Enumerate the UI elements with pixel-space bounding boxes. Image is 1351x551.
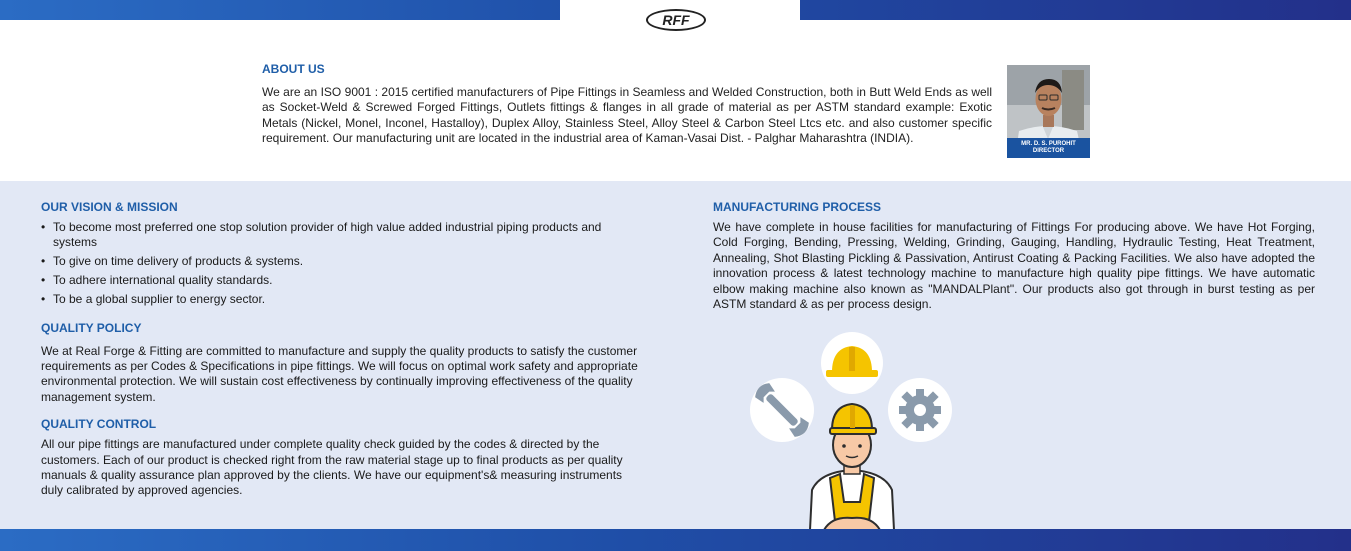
hard-hat-icon [821, 332, 883, 394]
quality-control-text: All our pipe fittings are manufactured under complete quality check guided by the codes & directed by the customers. Each of our product is checked right from the raw material stage up to final products as per quality manuals & quality assurance plan approved by the clients. We have our equipment's& measuring instruments duly calibrated by approved agencies. [41, 437, 623, 498]
right-column [713, 200, 1315, 312]
company-logo[interactable]: RFF [646, 9, 706, 31]
vision-list [41, 220, 646, 308]
vision-item: • To be a global supplier to energy sector. [41, 292, 646, 307]
bottom-bar [0, 529, 1351, 551]
manufacturing-text: We have complete in house facilities for manufacturing of Fittings For producing above. We have Hot Forging, Cold Forging, Bending, Pressing, Welding, Grinding, Gauging, Handling, Hydraulic Testing, Heat Treatment, Annealing, Shot Blasting Pickling & Passivation, Antirust Coating & Packing Facilities. We also have adopted the innovation process & latest technology machine to manufacture high quality pipe fittings. We have automatic elbow making machine also known as "MANDALPlant". Our products also got through in burst testing as per ASTM standard & as per process design. [713, 220, 1315, 312]
manufacturing-heading: MANUFACTURING PROCESS [713, 200, 882, 214]
vision-item: • To adhere international quality standards. [41, 273, 646, 288]
worker-illustration [740, 330, 960, 530]
director-caption [1007, 138, 1090, 158]
about-heading: ABOUT US [262, 62, 325, 76]
wrench-icon [750, 378, 814, 442]
about-section [262, 62, 992, 147]
gear-icon [888, 378, 952, 442]
director-name: MR. D. S. PUROHIT [1021, 141, 1076, 147]
quality-control-heading: QUALITY CONTROL [41, 417, 157, 432]
left-column [41, 200, 646, 499]
quality-control-section [41, 417, 646, 499]
quality-policy-heading: QUALITY POLICY [41, 320, 142, 335]
worker-figure [810, 404, 894, 530]
quality-policy-text: We at Real Forge & Fitting are committed to manufacture and supply the quality products to satisfy the customer requirements as per Codes & Specifications in pipe fittings. We will focus on optimal work safety and appropriate environmental protection. We will sustain cost effectiveness by continually improving effectiveness of the quality management system. [41, 343, 638, 404]
vision-section [41, 200, 646, 308]
vision-heading: OUR VISION & MISSION [41, 200, 178, 214]
vision-item: • To become most preferred one stop solution provider of high value added industrial piping products and systems [41, 220, 646, 251]
about-text: We are an ISO 9001 : 2015 certified manufacturers of Pipe Fittings in Seamless and Welded Construction, both in Butt Weld Ends as well as Socket-Weld & Screwed Forged Fittings, Outlets fittings & flanges in all grade of material as per ASTM standard example: Exotic Metals (Nickel, Monel, Inconel, Hastalloy), Duplex Alloy, Stainless Steel, Alloy Steel & Carbon Steel Ltcs etc. and also customer specific requirement. Our manufacturing unit are located in the industrial area of Kaman-Vasai Dist. - Palghar Maharashtra (INDIA). [262, 85, 992, 146]
vision-item: • To give on time delivery of products & systems. [41, 254, 646, 269]
director-title: DIRECTOR [1032, 148, 1065, 154]
quality-policy-section [41, 321, 646, 406]
